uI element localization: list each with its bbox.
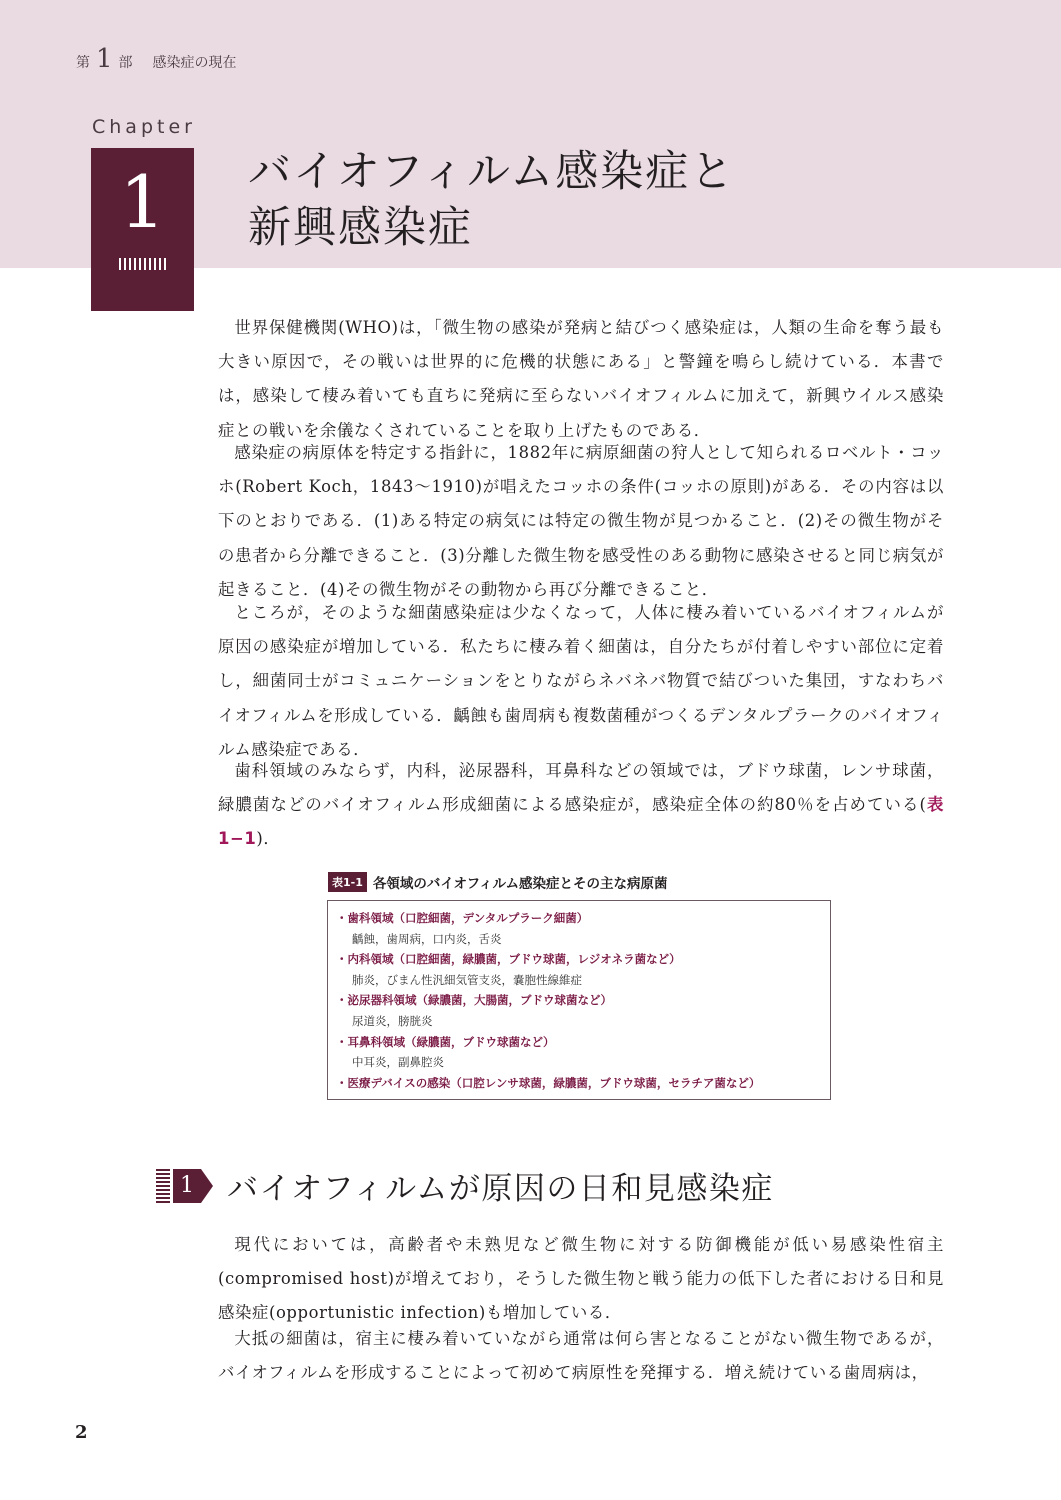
table-row: 尿道炎，膀胱炎 [352, 1013, 433, 1028]
part-prefix: 第 [76, 55, 90, 71]
table-tag: 表1-1 [328, 872, 367, 892]
part-suffix: 部 [118, 55, 133, 71]
section-title: バイオフィルムが原因の日和見感染症 [227, 1171, 774, 1207]
table-box [327, 900, 831, 1100]
chapter-title [248, 144, 735, 256]
table-row: ・耳鼻科領域（緑膿菌，ブドウ球菌など） [336, 1034, 555, 1049]
intro-paragraph-4-end: ． [263, 829, 281, 849]
intro-paragraph-4-text: 歯科領域のみならず，内科，泌尿器科，耳鼻科などの領域では，ブドウ球菌，レンサ球菌，緑膿菌などのバイオフィルム形成細菌による感染症が，感染症全体の約80％を占めている [218, 761, 944, 815]
intro-paragraph-1: 世界保健機関(WHO)は，「微生物の感染が発病と結びつく感染症は，人類の生命を奪う最も大きい原因で，その戦いは世界的に危機的状態にある」と警鐘を鳴らし続けている．本書では，感染して棲み着いても直ちに発病に至らないバイオフィルムに加えて，新興ウイルス感染症との戦いを余儀なくされていることを取り上げたものである． [218, 318, 944, 440]
section-arrow-icon [201, 1169, 213, 1203]
table-row: ・内科領域（口腔細菌，緑膿菌，ブドウ球菌，レジオネラ菌など） [336, 952, 681, 967]
table-caption-text: 各領域のバイオフィルム感染症とその主な病原菌 [372, 876, 668, 892]
part-label [76, 44, 237, 74]
table-row: 齲蝕，歯周病，口内炎，舌炎 [352, 931, 502, 946]
section-paragraph-1: 現代においては，高齢者や未熟児など微生物に対する防御機能が低い易感染性宿主(compromised host)が増えており，そうした微生物と戦う能力の低下した者における日和見感染症(opportunistic infection)も増加している． [218, 1235, 944, 1323]
section-paragraph-2: 大抵の細菌は，宿主に棲み着いていながら通常は何ら害となることがない微生物であるが，バイオフィルムを形成することによって初めて病原性を発揮する．増え続けている歯周病は， [218, 1329, 944, 1383]
table-row: ・泌尿器科領域（緑膿菌，大腸菌，ブドウ球菌など） [336, 993, 612, 1008]
intro-paragraph-3: ところが，そのような細菌感染症は少なくなって，人体に棲み着いているバイオフィルムが原因の感染症が増加している．私たちに棲み着く細菌は，自分たちが付着しやすい部位に定着し，細菌同士がコミュニケーションをとりながらネバネバ物質で結びついた集団，すなわちバイオフィルムを形成している．齲蝕も歯周病も複数菌種がつくるデンタルプラークのバイオフィルム感染症である． [218, 603, 944, 759]
section-number: 1 [173, 1169, 201, 1203]
page-number: 2 [75, 1422, 88, 1443]
part-title: 感染症の現在 [152, 55, 237, 71]
chapter-title-line-2: 新興感染症 [248, 203, 473, 253]
table-caption [328, 872, 667, 892]
section-heading [156, 1163, 774, 1208]
chapter-number-box [91, 148, 194, 311]
table-row: 中耳炎，副鼻腔炎 [352, 1055, 444, 1070]
table-reference-link[interactable]: 表1−1 [218, 795, 944, 849]
chapter-title-line-1: バイオフィルム感染症と [248, 147, 736, 197]
chapter-word: Chapter [92, 116, 196, 138]
part-number: 1 [96, 44, 113, 74]
table-row: ・医療デバイスの感染（口腔レンサ球菌，緑膿菌，ブドウ球菌，セラチア菌など） [336, 1075, 761, 1090]
section-tick-marks [156, 1169, 170, 1203]
chapter-tick-marks [119, 258, 166, 270]
table-reference-open: ( [919, 795, 927, 815]
table-row: 肺炎，びまん性汎細気管支炎，嚢胞性線維症 [352, 972, 582, 987]
intro-paragraph-2: 感染症の病原体を特定する指針に，1882年に病原細菌の狩人として知られるロベルト・コッホ(Robert Koch，1843〜1910)が唱えたコッホの条件(コッホの原則)がある．その内容は以下のとおりである．(1)ある特定の病気には特定の微生物が見つかること．(2)その微生物がその患者から分離できること．(3)分離した微生物を感受性のある動物に感染させると同じ病気が起きること．(4)その微生物がその動物から再び分離できること． [218, 443, 944, 599]
table-reference-close: ) [256, 829, 264, 849]
intro-paragraph-4 [218, 754, 944, 857]
table-row: ・歯科領域（口腔細菌，デンタルプラーク細菌） [336, 911, 589, 925]
chapter-number: 1 [119, 160, 166, 244]
